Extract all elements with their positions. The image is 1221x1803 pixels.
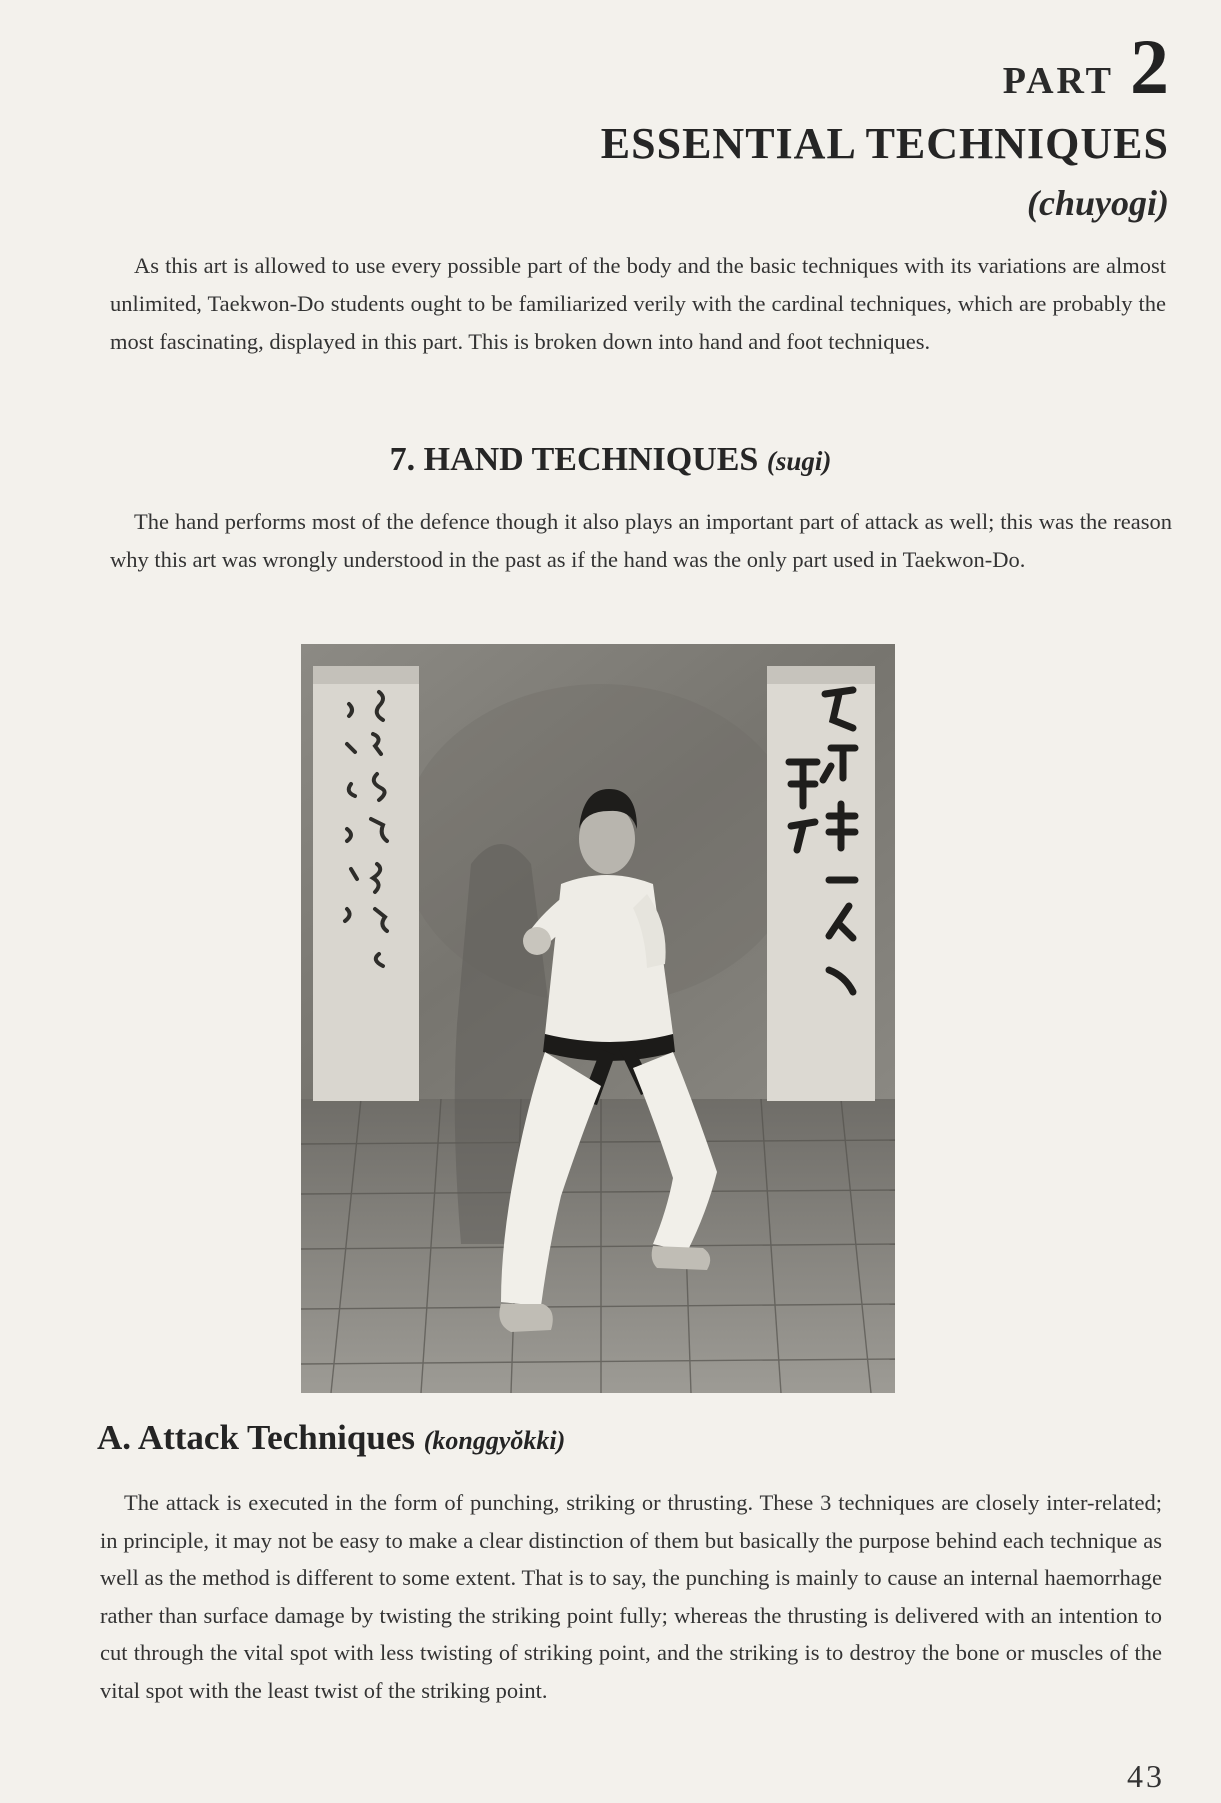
hand-techniques-text: The hand performs most of the defence though it also plays an important part of attack as well; this was the reason why this art was wrongly understood in the past as if the hand was the only part used in Taekwon-Do. xyxy=(110,509,1172,572)
part-label xyxy=(1002,23,1169,110)
section-subtitle: (sugi) xyxy=(766,446,832,476)
photo-illustration xyxy=(301,644,895,1393)
section-heading xyxy=(0,441,1221,479)
attack-techniques-text: The attack is executed in the form of punching, striking or thrusting. These 3 techniques are closely inter-related; in principle, it may not be easy to make a clear distinction of them but basically the purpose behind each technique as well as the method is different to some extent. That is to say, the punching is mainly to cause an internal haemorrhage rather than surface damage by twisting the striking point fully; whereas the thrusting is delivered with an intention to cut through the vital spot with less twisting of striking point, and the striking is to destroy the bone or muscles of the vital spot with the least twist of the striking point. xyxy=(100,1490,1162,1703)
part-number: 2 xyxy=(1130,23,1169,110)
intro-text: As this art is allowed to use every possible part of the body and the basic techniques with its variations are almost unlimited, Taekwon-Do students ought to be familiarized verily with the cardinal techniques, which are probably the most fascinating, displayed in this part. This is broken down into hand and foot techniques. xyxy=(110,253,1166,354)
page-number: 43 xyxy=(1127,1758,1165,1794)
chapter-subtitle: (chuyogi) xyxy=(1027,183,1169,223)
subsection-heading xyxy=(97,1418,565,1458)
intro-paragraph xyxy=(110,247,1166,361)
attack-techniques-paragraph xyxy=(100,1484,1162,1709)
chapter-title: ESSENTIAL TECHNIQUES xyxy=(600,119,1169,168)
section-title: 7. HAND TECHNIQUES xyxy=(389,441,759,478)
part-word: PART xyxy=(1002,60,1114,102)
subsection-title: A. Attack Techniques xyxy=(97,1418,415,1457)
subsection-subtitle: (konggyŏkki) xyxy=(423,1426,566,1455)
hand-techniques-paragraph xyxy=(110,503,1172,579)
martial-artist-photo xyxy=(301,644,895,1393)
